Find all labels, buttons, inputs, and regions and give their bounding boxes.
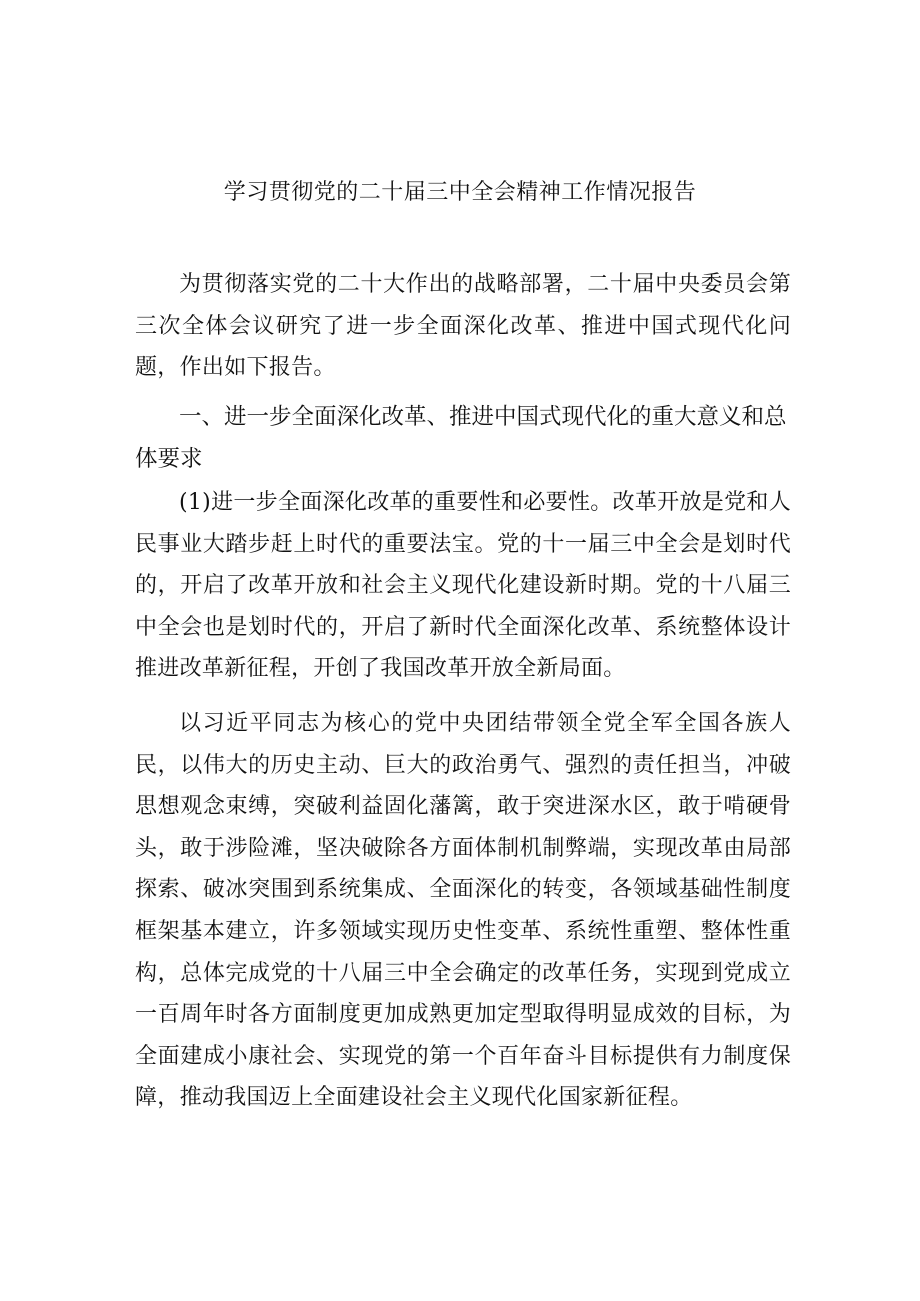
point-1-paragraph: (1)进一步全面深化改革的重要性和必要性。改革开放是党和人民事业大踏步赶上时代的重要法宝。党的十一届三中全会是划时代的，开启了改革开放和社会主义现代化建设新时期。党的十八届三中全会也是划时代的，开启了新时代全面深化改革、系统整体设计推进改革新征程，开创了我国改革开放全新局面。 xyxy=(135,490,791,682)
intro-paragraph: 为贯彻落实党的二十大作出的战略部署，二十届中央委员会第三次全体会议研究了进一步全面深化改革、推进中国式现代化问题，作出如下报告。 xyxy=(135,272,791,381)
point-1-continued-paragraph: 以习近平同志为核心的党中央团结带领全党全军全国各族人民，以伟大的历史主动、巨大的政治勇气、强烈的责任担当，冲破思想观念束缚，突破利益固化藩篱，敢于突进深水区，敢于啃硬骨头，敢于涉险滩，坚决破除各方面体制机制弊端，实现改革由局部探索、破冰突围到系统集成、全面深化的转变，各领域基础性制度框架基本建立，许多领域实现历史性变革、系统性重塑、整体性重构，总体完成党的十八届三中全会确定的改革任务，实现到党成立一百周年时各方面制度更加成熟更加定型取得明显成效的目标，为全面建成小康社会、实现党的第一个百年奋斗目标提供有力制度保障，推动我国迈上全面建设社会主义现代化国家新征程。 xyxy=(135,711,791,1111)
document-title: 学习贯彻党的二十届三中全会精神工作情况报告 xyxy=(223,180,697,205)
section-heading: 一、进一步全面深化改革、推进中国式现代化的重大意义和总体要求 xyxy=(135,404,787,472)
